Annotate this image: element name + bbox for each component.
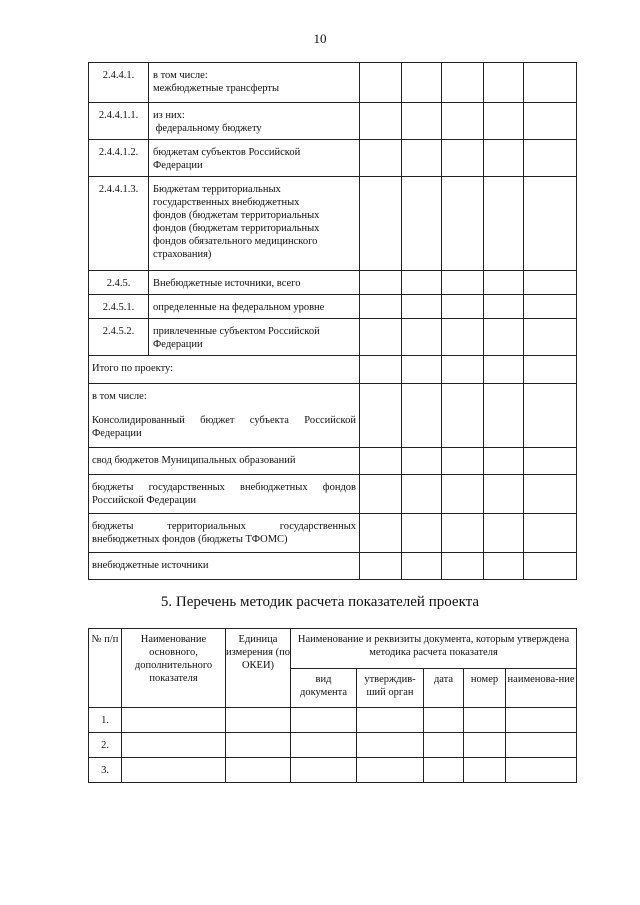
value-cell bbox=[442, 356, 484, 384]
row-code: 2.4.4.1. bbox=[89, 63, 149, 103]
row-code: 2.4.5. bbox=[89, 271, 149, 295]
extra-row bbox=[89, 553, 577, 580]
value-cell bbox=[524, 384, 577, 448]
row-name bbox=[149, 103, 360, 140]
value-cell bbox=[442, 384, 484, 448]
consolidated-row bbox=[89, 384, 577, 448]
row-label bbox=[89, 448, 360, 475]
row-label bbox=[89, 514, 360, 553]
financing-table bbox=[88, 62, 577, 580]
value-cell bbox=[464, 733, 506, 758]
total-row bbox=[89, 356, 577, 384]
row-name-line: Бюджетам территориальных bbox=[153, 184, 281, 195]
value-cell bbox=[484, 103, 524, 140]
value-cell bbox=[442, 514, 484, 553]
value-cell bbox=[464, 708, 506, 733]
row-name bbox=[149, 63, 360, 103]
row-name bbox=[149, 140, 360, 177]
value-cell bbox=[357, 708, 424, 733]
row-code: 2.4.5.1. bbox=[89, 295, 149, 319]
row-name-line: межбюджетные трансферты bbox=[153, 83, 279, 94]
value-cell bbox=[360, 140, 402, 177]
header-date: дата bbox=[424, 669, 464, 708]
value-cell bbox=[360, 448, 402, 475]
value-cell bbox=[442, 140, 484, 177]
value-cell bbox=[402, 475, 442, 514]
value-cell bbox=[442, 553, 484, 580]
value-cell bbox=[442, 177, 484, 271]
value-cell bbox=[402, 63, 442, 103]
row-label-text: Консолидированный бюджет субъекта Российской Федерации bbox=[92, 415, 356, 439]
header-number: номер bbox=[464, 669, 506, 708]
value-cell bbox=[442, 448, 484, 475]
row-label-text: внебюджетные источники bbox=[92, 560, 209, 571]
value-cell bbox=[360, 63, 402, 103]
value-cell bbox=[484, 271, 524, 295]
row-name-line: страхования) bbox=[153, 249, 212, 260]
table-row bbox=[89, 708, 577, 733]
row-label bbox=[89, 475, 360, 514]
value-cell bbox=[442, 63, 484, 103]
table-row bbox=[89, 733, 577, 758]
value-cell bbox=[360, 177, 402, 271]
header-doc-type: вид документа bbox=[291, 669, 357, 708]
table-row bbox=[89, 140, 577, 177]
value-cell bbox=[357, 758, 424, 783]
value-cell bbox=[402, 448, 442, 475]
value-cell bbox=[524, 140, 577, 177]
value-cell bbox=[402, 177, 442, 271]
row-name-line: Внебюджетные источники, всего bbox=[153, 278, 301, 289]
value-cell bbox=[291, 708, 357, 733]
row-code: 2.4.4.1.2. bbox=[89, 140, 149, 177]
header-approver: утверждив-ший орган bbox=[357, 669, 424, 708]
table-row bbox=[89, 63, 577, 103]
value-cell bbox=[484, 514, 524, 553]
header-name: наименова-ние bbox=[506, 669, 577, 708]
value-cell bbox=[226, 708, 291, 733]
value-cell bbox=[402, 356, 442, 384]
value-cell bbox=[442, 295, 484, 319]
value-cell bbox=[442, 271, 484, 295]
row-name bbox=[149, 319, 360, 356]
row-name-line: фондов (бюджетам территориальных bbox=[153, 210, 320, 221]
value-cell bbox=[402, 271, 442, 295]
value-cell bbox=[360, 295, 402, 319]
value-cell bbox=[360, 384, 402, 448]
value-cell bbox=[506, 733, 577, 758]
value-cell bbox=[524, 295, 577, 319]
value-cell bbox=[524, 514, 577, 553]
row-label-text: Итого по проекту: bbox=[92, 363, 174, 374]
value-cell bbox=[484, 384, 524, 448]
value-cell bbox=[424, 708, 464, 733]
value-cell bbox=[524, 103, 577, 140]
value-cell bbox=[524, 63, 577, 103]
value-cell bbox=[484, 448, 524, 475]
row-label bbox=[89, 384, 360, 448]
table-row bbox=[89, 271, 577, 295]
header-indicator: Наименование основного, дополнительного показателя bbox=[122, 629, 226, 708]
methods-table bbox=[88, 628, 577, 783]
row-label-text: бюджеты государственных внебюджетных фондов Российской Федерации bbox=[92, 482, 356, 506]
value-cell bbox=[524, 448, 577, 475]
value-cell bbox=[360, 103, 402, 140]
state-funds-row bbox=[89, 475, 577, 514]
value-cell bbox=[226, 758, 291, 783]
row-number: 2. bbox=[89, 733, 122, 758]
row-label bbox=[89, 553, 360, 580]
value-cell bbox=[442, 475, 484, 514]
value-cell bbox=[484, 140, 524, 177]
row-label-text: свод бюджетов Муниципальных образований bbox=[92, 455, 296, 466]
value-cell bbox=[402, 295, 442, 319]
row-name-line: бюджетам субъектов Российской bbox=[153, 147, 301, 158]
value-cell bbox=[226, 733, 291, 758]
value-cell bbox=[442, 319, 484, 356]
value-cell bbox=[402, 514, 442, 553]
table-row bbox=[89, 758, 577, 783]
row-code: 2.4.4.1.1. bbox=[89, 103, 149, 140]
value-cell bbox=[402, 103, 442, 140]
header-document: Наименование и реквизиты документа, которым утверждена методика расчета показателя bbox=[291, 629, 577, 669]
row-label-text: бюджеты территориальных государственных внебюджетных фондов (бюджеты ТФОМС) bbox=[92, 521, 356, 545]
value-cell bbox=[484, 177, 524, 271]
section-title: 5. Перечень методик расчета показателей проекта bbox=[160, 594, 480, 610]
value-cell bbox=[291, 758, 357, 783]
value-cell bbox=[524, 271, 577, 295]
value-cell bbox=[360, 319, 402, 356]
table-row bbox=[89, 295, 577, 319]
value-cell bbox=[484, 63, 524, 103]
value-cell bbox=[524, 319, 577, 356]
row-name-line: фондов (бюджетам территориальных bbox=[153, 223, 320, 234]
value-cell bbox=[506, 708, 577, 733]
value-cell bbox=[424, 733, 464, 758]
value-cell bbox=[357, 733, 424, 758]
value-cell bbox=[360, 475, 402, 514]
value-cell bbox=[424, 758, 464, 783]
value-cell bbox=[524, 177, 577, 271]
value-cell bbox=[360, 514, 402, 553]
row-name-line: Федерации bbox=[153, 160, 203, 171]
row-name-line: фондов обязательного медицинского bbox=[153, 236, 318, 247]
value-cell bbox=[122, 708, 226, 733]
value-cell bbox=[484, 295, 524, 319]
table-row bbox=[89, 319, 577, 356]
page-number: 10 bbox=[313, 31, 327, 46]
value-cell bbox=[484, 356, 524, 384]
value-cell bbox=[484, 319, 524, 356]
value-cell bbox=[402, 319, 442, 356]
row-number: 1. bbox=[89, 708, 122, 733]
header-num: № п/п bbox=[89, 629, 122, 708]
value-cell bbox=[402, 140, 442, 177]
value-cell bbox=[402, 553, 442, 580]
row-name-line: федеральному бюджету bbox=[153, 123, 262, 134]
value-cell bbox=[122, 758, 226, 783]
value-cell bbox=[524, 553, 577, 580]
value-cell bbox=[360, 271, 402, 295]
value-cell bbox=[442, 103, 484, 140]
row-label bbox=[89, 356, 360, 384]
row-code: 2.4.5.2. bbox=[89, 319, 149, 356]
row-name-line: определенные на федеральном уровне bbox=[153, 302, 325, 313]
row-number: 3. bbox=[89, 758, 122, 783]
value-cell bbox=[402, 384, 442, 448]
value-cell bbox=[122, 733, 226, 758]
table-row bbox=[89, 177, 577, 271]
municipal-row bbox=[89, 448, 577, 475]
value-cell bbox=[360, 356, 402, 384]
row-name-line: из них: bbox=[153, 110, 185, 121]
row-label-text: в том числе: bbox=[92, 391, 147, 402]
value-cell bbox=[506, 758, 577, 783]
row-name-line: государственных внебюджетных bbox=[153, 197, 300, 208]
value-cell bbox=[484, 553, 524, 580]
value-cell bbox=[464, 758, 506, 783]
row-name bbox=[149, 295, 360, 319]
row-name-line: привлеченные субъектом Российской bbox=[153, 326, 320, 337]
row-code: 2.4.4.1.3. bbox=[89, 177, 149, 271]
row-name bbox=[149, 271, 360, 295]
value-cell bbox=[484, 475, 524, 514]
table-row bbox=[89, 103, 577, 140]
value-cell bbox=[360, 553, 402, 580]
header-unit: Единица измерения (по ОКЕИ) bbox=[226, 629, 291, 708]
value-cell bbox=[524, 475, 577, 514]
row-name-line: в том числе: bbox=[153, 70, 208, 81]
territorial-row bbox=[89, 514, 577, 553]
row-name-line: Федерации bbox=[153, 339, 203, 350]
row-name bbox=[149, 177, 360, 271]
value-cell bbox=[291, 733, 357, 758]
value-cell bbox=[524, 356, 577, 384]
